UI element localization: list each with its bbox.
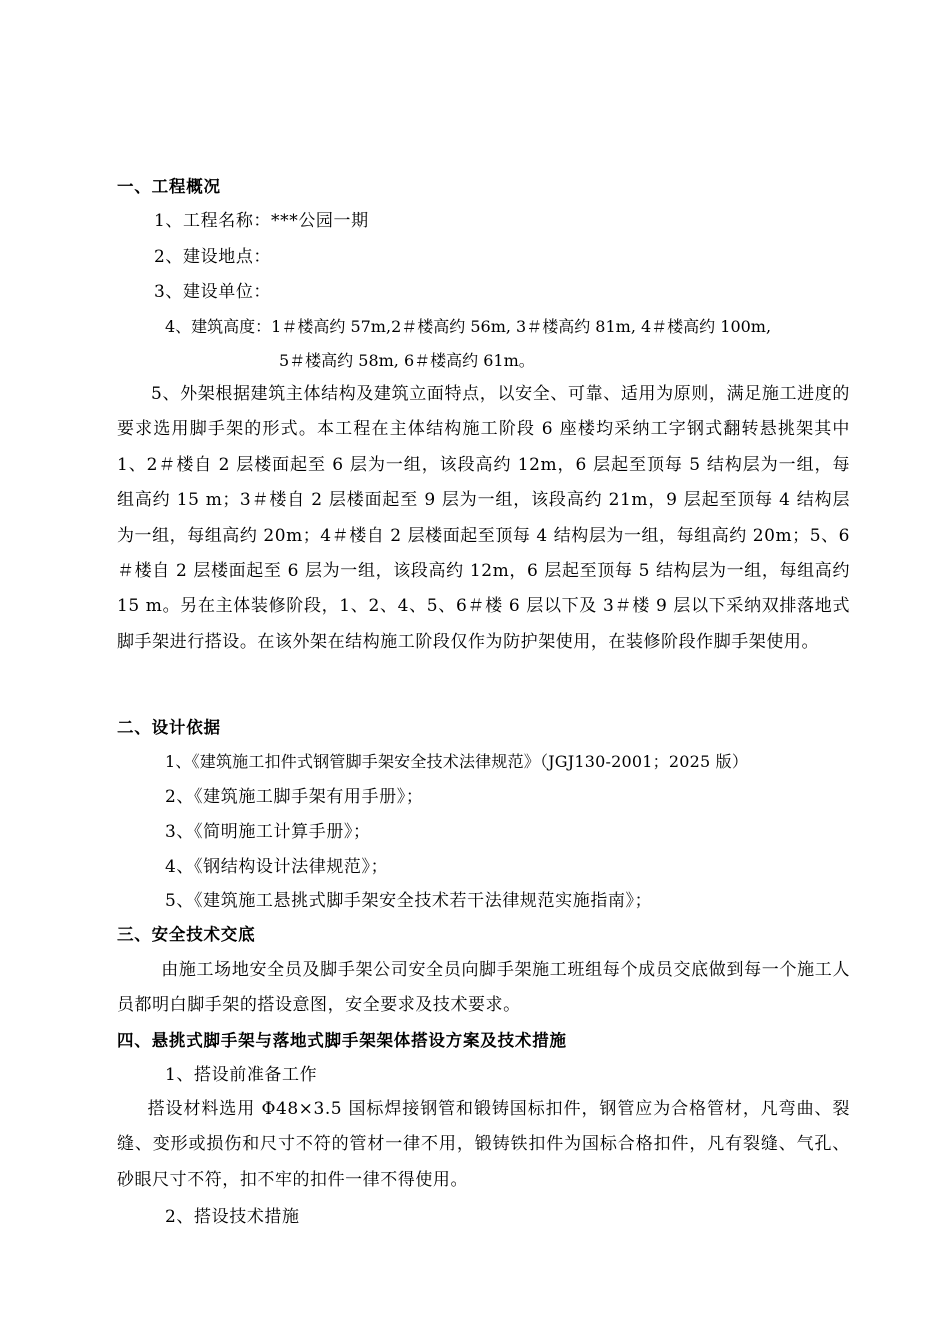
section-heading-overview: 一、工程概况 (117, 177, 221, 196)
paragraph-safety-briefing: 由施工场地安全员及脚手架公司安全员向脚手架施工班组每个成员交底做到每一个施工人员都明白脚手架的搭设意图，安全要求及技术要求。 (117, 960, 850, 1016)
list-item: 3、《简明施工计算手册》； (165, 822, 371, 842)
list-item: 1、工程名称：***公园一期 (154, 211, 369, 231)
paragraph-materials: 搭设材料选用 Φ48×3.5 国标焊接钢管和锻铸国标扣件，钢管应为合格管材，凡弯曲、裂缝、变形或损伤和尺寸不符的管材一律不用，锻铸铁扣件为国标合格扣件，凡有裂缝、气孔、砂眼尺寸不符，扣不牢的扣件一律不得使用。 (117, 1099, 850, 1190)
subheading-preparation: 1、搭设前准备工作 (165, 1065, 318, 1085)
paragraph-scaffold-form: 5、外架根据建筑主体结构及建筑立面特点，以安全、可靠、适用为原则，满足施工进度的要求选用脚手架的形式。本工程在主体结构施工阶段 6 座楼均采纳工字钢式翻转悬挑架其中 1、2＃楼自 2 层楼面起至 6 层为一组，该段高约 12m，6 层起至顶每 5 结构层为一组，每组高约 15 m；3＃楼自 2 层楼面起至 9 层为一组，该段高约 21m，9 层起至顶每 4 结构层为一组，每组高约 20m；4＃楼自 2 层楼面起至顶每 4 结构层为一组，每组高约 20m；5、6＃楼自 2 层楼面起至 6 层为一组，该段高约 12m，6 层起至顶每 5 结构层为一组，每组高约 15 m。另在主体装修阶段，1、2、4、5、6＃楼 6 层以下及 3＃楼 9 层以下采纳双排落地式脚手架进行搭设。在该外架在结构施工阶段仅作为防护架使用，在装修阶段作脚手架使用。 (117, 384, 850, 652)
list-item: 2、《建筑施工脚手架有用手册》； (165, 787, 424, 807)
list-item: 4、建筑高度：1＃楼高约 57m,2＃楼高约 56m, 3＃楼高约 81m, 4＃楼高约 100m, (165, 317, 772, 336)
list-item: 3、建设单位： (154, 282, 272, 302)
section-heading-safety-briefing: 三、安全技术交底 (117, 925, 256, 944)
list-item: 2、建设地点： (154, 247, 272, 267)
list-item: 4、《钢结构设计法律规范》； (165, 857, 389, 877)
section-heading-design-basis: 二、设计依据 (117, 718, 221, 737)
list-item: 1、《建筑施工扣件式钢管脚手架安全技术法律规范》（JGJ130-2001；2025 版） (165, 752, 749, 771)
list-item: 5＃楼高约 58m, 6＃楼高约 61m。 (279, 351, 535, 370)
list-item: 5、《建筑施工悬挑式脚手架安全技术若干法律规范实施指南》； (165, 891, 653, 911)
section-heading-scaffold-plan: 四、悬挑式脚手架与落地式脚手架架体搭设方案及技术措施 (117, 1031, 567, 1050)
subheading-technical-measures: 2、搭设技术措施 (165, 1207, 300, 1227)
